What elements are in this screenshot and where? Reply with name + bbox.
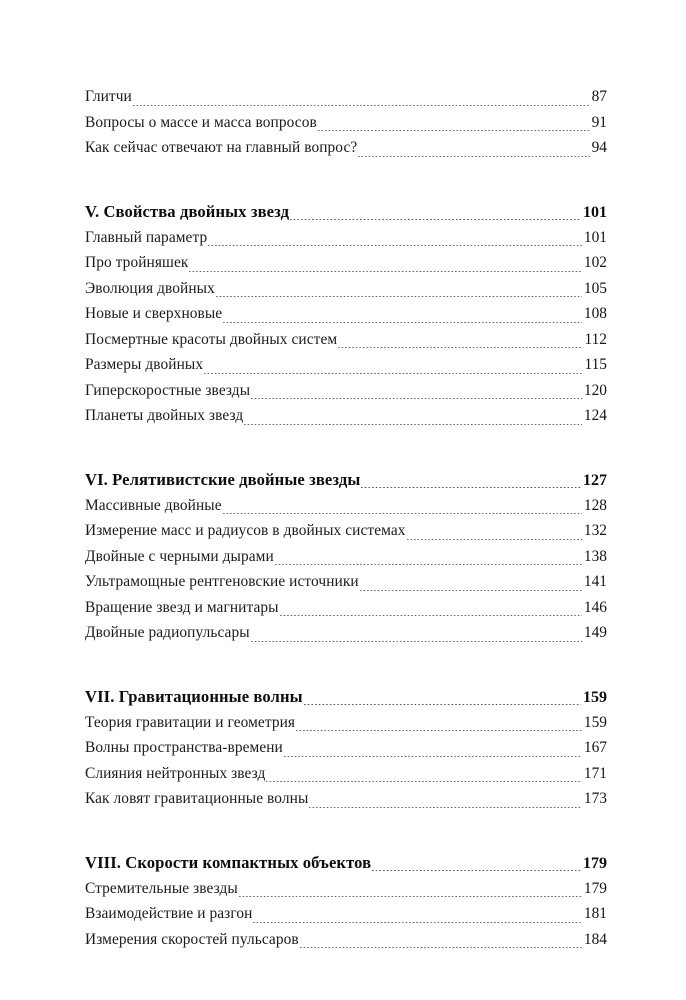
toc-entry[interactable] [85,544,607,570]
toc-entry[interactable] [85,761,607,787]
toc-group [85,84,607,161]
toc-entry-page-number: 179 [583,879,607,897]
toc-entry-title: Эволюция двойных [85,279,215,297]
toc-entry-title: Гиперскоростные звезды [85,381,251,399]
toc-group [85,198,607,429]
toc-entry-page-number: 141 [583,573,607,590]
toc-entry-page-number: 94 [591,139,607,156]
toc-entry[interactable] [85,301,607,327]
dot-leader [318,130,590,131]
toc-entry-title: Главный параметр [85,228,208,246]
dot-leader [338,347,582,348]
dot-leader [223,513,582,514]
toc-entry-page-number: 138 [583,547,607,565]
dot-leader [275,564,582,565]
toc-group [85,683,607,812]
toc-chapter-page-number: 101 [583,203,607,221]
toc-entry-page-number: 101 [583,228,607,246]
toc-entry-page-number: 159 [583,713,607,731]
toc-entry[interactable] [85,225,607,251]
table-of-contents [85,84,607,952]
dot-leader [372,870,581,871]
toc-entry-title: Теория гравитации и геометрия [85,713,296,731]
toc-entry-title: Глитчи [85,88,132,105]
toc-entry-page-number: 108 [583,305,607,322]
toc-entry-page-number: 132 [583,522,607,539]
dot-leader [216,296,582,297]
toc-entry-title: Вопросы о массе и масса вопросов [85,113,317,131]
toc-chapter-title: V. Свойства двойных звезд [85,201,290,221]
toc-group [85,849,607,953]
dot-leader [304,704,581,705]
toc-entry-title: Вращение звезд и магнитары [85,598,279,616]
dot-leader [358,156,589,157]
toc-entry-page-number: 120 [583,381,607,399]
toc-entry-title: Двойные радиопульсары [85,624,250,641]
toc-chapter-page-number: 179 [583,854,607,872]
toc-entry[interactable] [85,901,607,927]
toc-entry-title: Про тройняшек [85,254,189,271]
toc-entry-title: Волны пространства-времени [85,739,283,756]
toc-chapter-heading[interactable] [85,683,607,710]
toc-entry[interactable] [85,876,607,902]
dot-leader [300,947,582,948]
toc-entry[interactable] [85,518,607,544]
toc-group [85,466,607,646]
toc-entry-title: Посмертные красоты двойных систем [85,330,338,348]
toc-entry-title: Измерение масс и радиусов в двойных системах [85,522,406,539]
toc-chapter-title: VII. Гравитационные волны [85,686,303,706]
toc-chapter-page-number: 127 [583,471,607,489]
dot-leader [251,641,582,642]
toc-entry-title: Новые и сверхновые [85,305,223,322]
dot-leader [223,322,582,323]
dot-leader [407,539,582,540]
toc-entry-title: Массивные двойные [85,496,222,514]
toc-entry[interactable] [85,250,607,276]
toc-entry[interactable] [85,493,607,519]
dot-leader [284,756,582,757]
toc-entry-title: Взаимодействие и разгон [85,905,253,922]
toc-entry-title: Слияния нейтронных звезд [85,764,266,782]
toc-entry-page-number: 91 [591,113,607,131]
toc-entry-page-number: 87 [591,88,607,105]
toc-entry-page-number: 171 [583,764,607,782]
dot-leader [280,615,582,616]
toc-entry[interactable] [85,352,607,378]
toc-entry[interactable] [85,735,607,761]
dot-leader [290,219,581,220]
toc-entry[interactable] [85,595,607,621]
toc-entry-page-number: 124 [583,407,607,424]
toc-entry[interactable] [85,84,607,110]
dot-leader [189,271,581,272]
toc-entry-page-number: 173 [583,790,607,807]
toc-entry-title: Стремительные звезды [85,879,238,897]
toc-entry[interactable] [85,327,607,353]
dot-leader [251,398,582,399]
toc-entry-page-number: 112 [584,330,607,348]
toc-entry-title: Ультрамощные рентгеновские источники [85,573,359,590]
dot-leader [296,730,582,731]
toc-entry[interactable] [85,786,607,812]
toc-entry-title: Планеты двойных звезд [85,407,244,424]
toc-chapter-heading[interactable] [85,466,607,493]
toc-entry-page-number: 102 [583,254,607,271]
toc-entry[interactable] [85,927,607,953]
toc-entry-title: Как сейчас отвечают на главный вопрос? [85,139,358,156]
toc-entry-page-number: 128 [583,496,607,514]
toc-entry-title: Двойные с черными дырами [85,547,274,565]
toc-entry-page-number: 181 [583,905,607,922]
toc-chapter-page-number: 159 [583,688,607,706]
toc-entry-page-number: 167 [583,739,607,756]
toc-chapter-title: VI. Релятивистские двойные звезды [85,469,361,489]
dot-leader [266,781,581,782]
toc-entry[interactable] [85,569,607,595]
toc-chapter-heading[interactable] [85,198,607,225]
dot-leader [208,245,582,246]
toc-entry[interactable] [85,403,607,429]
toc-entry-title: Измерения скоростей пульсаров [85,930,299,948]
toc-entry[interactable] [85,378,607,404]
toc-chapter-title: VIII. Скорости компактных объектов [85,852,372,872]
toc-entry[interactable] [85,135,607,161]
toc-entry[interactable] [85,620,607,646]
toc-entry-page-number: 105 [583,279,607,297]
dot-leader [133,105,590,106]
toc-entry[interactable] [85,710,607,736]
toc-entry-page-number: 146 [583,598,607,616]
toc-entry-page-number: 149 [583,624,607,641]
toc-entry-title: Размеры двойных [85,356,204,373]
dot-leader [239,896,582,897]
toc-entry[interactable] [85,110,607,136]
toc-chapter-heading[interactable] [85,849,607,876]
toc-entry[interactable] [85,276,607,302]
toc-entry-title: Как ловят гравитационные волны [85,790,309,807]
dot-leader [204,373,582,374]
toc-entry-page-number: 115 [584,356,607,373]
dot-leader [253,922,581,923]
dot-leader [360,590,582,591]
dot-leader [309,807,582,808]
toc-entry-page-number: 184 [583,930,607,948]
dot-leader [244,424,582,425]
dot-leader [361,487,581,488]
